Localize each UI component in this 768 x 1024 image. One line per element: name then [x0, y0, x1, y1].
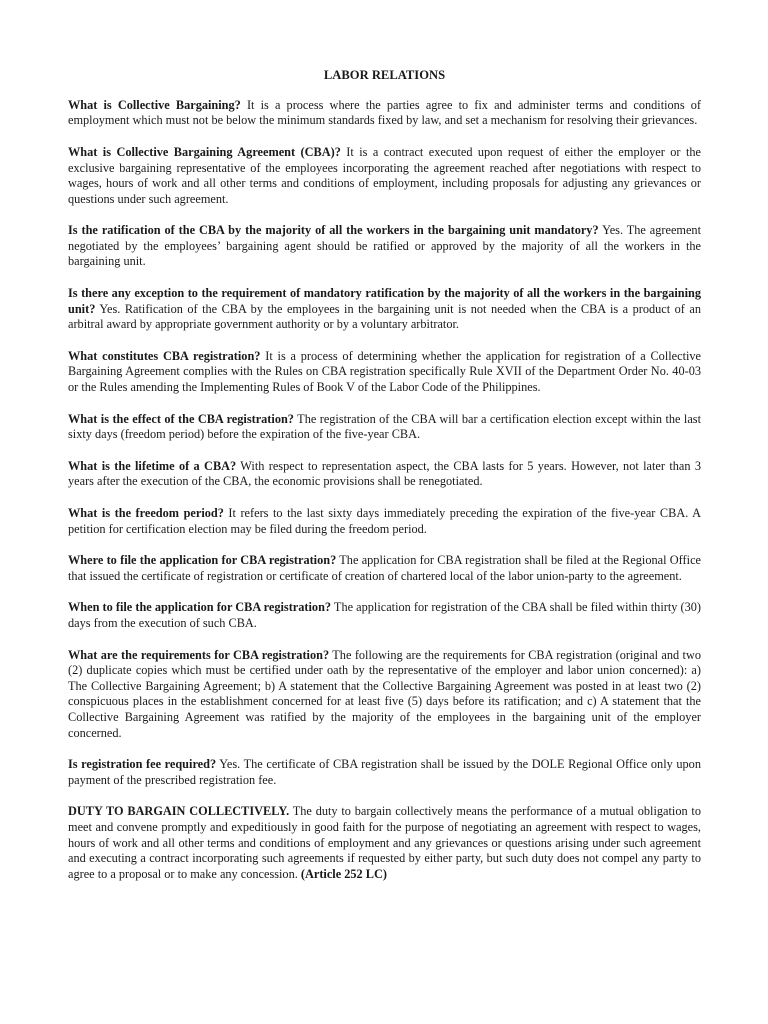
qa-when-to-file	[68, 600, 701, 631]
answer: Yes. The certificate of CBA registration shall be issued by the DOLE Regional Office only upon payment of the prescribed registration fee.	[68, 757, 701, 787]
answer: Yes. Ratification of the CBA by the employees in the bargaining unit is not needed when the CBA is a product of an arbitral award by appropriate government authority or by a voluntary arbitrator.	[68, 301, 701, 332]
answer: The application for registration of the CBA shall be filed within thirty (30) days from the execution of such CBA.	[68, 600, 701, 630]
answer: It is a process where the parties agree to fix and administer terms and conditions of employment which must not be below the minimum standards fixed by law, and set a mechanism for resolving their grievances.	[68, 97, 701, 128]
qa-registration-fee	[68, 757, 701, 788]
question: What is the lifetime of a CBA?	[68, 458, 237, 473]
question: What constitutes CBA registration?	[68, 348, 261, 363]
answer: It is a process of determining whether the application for registration of a Collective Bargaining Agreement complies with the Rules on CBA registration specifically Rule XVII of the Department Order No. 40-03 or the Rules amending the Implementing Rules of Book V of the Labor Code of the Philippines.	[68, 348, 702, 395]
section-heading: DUTY TO BARGAIN COLLECTIVELY.	[68, 804, 290, 819]
qa-where-to-file	[68, 553, 701, 584]
answer: It is a contract executed upon request of either the employer or the exclusive bargaining representative of the employees incorporating the agreement reached after negotiations with respect to wages, hours of work and all other terms and conditions of employment, including proposals for adjusting any grievances or questions under such agreement.	[68, 144, 701, 206]
question: What is the freedom period?	[68, 506, 224, 521]
question: What are the requirements for CBA registration?	[68, 647, 330, 662]
answer: It refers to the last sixty days immediately preceding the expiration of the five-year CBA. A petition for certification election may be filed during the freedom period.	[68, 506, 702, 536]
answer: Yes. The agreement negotiated by the employees’ bargaining agent should be ratified or approved by the majority of all the workers in the bargaining unit.	[68, 223, 702, 269]
qa-collective-bargaining	[68, 98, 701, 129]
qa-cba-registration	[68, 349, 701, 396]
question: Where to file the application for CBA registration?	[68, 553, 337, 568]
question: When to file the application for CBA registration?	[68, 600, 332, 615]
question: Is there any exception to the requirement of mandatory ratification by the majority of all the workers in the bargaining unit?	[68, 286, 701, 316]
qa-registration-requirements	[68, 648, 701, 742]
question: What is the effect of the CBA registration?	[68, 411, 294, 426]
qa-ratification-exception	[68, 286, 701, 333]
question: Is the ratification of the CBA by the majority of all the workers in the bargaining unit mandatory?	[68, 223, 599, 238]
qa-cba-definition	[68, 145, 701, 207]
qa-registration-effect	[68, 412, 701, 443]
question: What is Collective Bargaining Agreement (CBA)?	[68, 144, 341, 159]
page-title: LABOR RELATIONS	[323, 68, 446, 82]
answer: With respect to representation aspect, the CBA lasts for 5 years. However, not later than 3 years after the execution of the CBA, the economic provisions shall be renegotiated.	[68, 458, 701, 489]
qa-freedom-period	[68, 506, 701, 537]
article-citation: (Article 252 LC)	[300, 866, 387, 881]
section-body: The duty to bargain collectively means the performance of a mutual obligation to meet and convene promptly and expeditiously in good faith for the purpose of negotiating an agreement with respect to wages, hours of work and all other terms and conditions of employment and any grievances or questions arising under such agreement and executing a contract incorporating such agreements if requested by either party, but such duty does not compel any party to agree to a proposal or to make any concession.	[68, 804, 702, 881]
answer: The registration of the CBA will bar a certification election except within the last sixty days (freedom period) before the expiration of the five-year CBA.	[68, 411, 701, 442]
question: Is registration fee required?	[68, 757, 217, 772]
document-page	[68, 68, 701, 898]
qa-cba-lifetime	[68, 459, 701, 490]
answer: The following are the requirements for CBA registration (original and two (2) duplicate copies which must be certified under oath by the representative of the employer and labor union concerned): a) The Collective Bargaining Agreement; b) A statement that the Collective Bargaining Agreement was posted in at least two (2) conspicuous places in the establishment concerned for at least five (5) days before its ratification; and c) A statement that the Collective Bargaining Agreement was ratified by the majority of the employees in the bargaining unit of the employer concerned.	[68, 647, 701, 740]
qa-ratification-mandatory	[68, 223, 701, 270]
duty-to-bargain-paragraph	[68, 804, 701, 882]
question: What is Collective Bargaining?	[68, 97, 241, 112]
answer: The application for CBA registration shall be filed at the Regional Office that issued the certificate of registration or certificate of creation of chartered local of the labor union-party to the agreement.	[68, 553, 701, 583]
